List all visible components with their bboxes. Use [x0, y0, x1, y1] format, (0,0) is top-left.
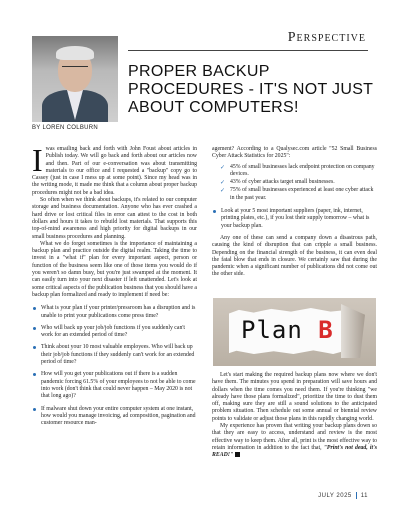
paragraph: Let's start making the required backup plans now where we don't have them. The minutes you spend in preparation will save hours and dollars when the time comes you need them. If you're thinking "we already have those plans formalized", prioritize the time to dust them off, making sure they are still a sound solutions to the anticipated problem situation. Then schedule out some annual or biennial review points to validate or adjust those plans in this rapidly changing world.: [212, 372, 377, 422]
list-item: Think about your 10 most valuable employees. Who will back up their job/job functions if they suddenly can't work for an extended period of time?: [32, 344, 197, 366]
plan-b-text: Plan B: [241, 316, 334, 344]
list-item: How will you get your publications out if there is a sudden pandemic forcing 61.5% of your employees to not be able to come into work (don't think that could never happen – May 2020 is not that long ago)?: [32, 371, 197, 400]
paragraph: My experience has proven that writing your backup plans down so that they are easy to access, understand and review is the most effective way to keep them. After all, print is the most effective way to retain information in addition to the fact that, "Print's not dead, it's READ!": [212, 423, 377, 459]
plan-b-image: [213, 298, 376, 366]
paragraph: So often when we think about backups, it's related to our computer storage and business documentation. Anyone who has ever crashed a hard drive or lost critical files in error can attest to the cost in both dollars and hours it takes to rebuild lost materials. That supports this top-of-mind awareness and high priority for digital backups in our small business procedures and planning.: [32, 197, 197, 240]
author-photo: [32, 36, 118, 122]
paragraph: Any one of these can send a company down a disastrous path, causing the kind of disruption that can cripple a small business. Depending on the financial strength of the business, it can even deal the fatal blow that ends in closure. We certainly saw that during the pandemic when a significant number of publications did not come out the other side.: [212, 234, 377, 278]
check-list: [220, 164, 377, 202]
right-column: [212, 146, 377, 279]
paragraph: agement? According to a Qualysec.com article "52 Small Business Cyber Attack Statistics for 2025":: [212, 146, 377, 160]
list-item: Look at your 5 most important suppliers (paper, ink, internet, printing plates, etc.), if you lost their supply tomorrow – what is your backup plan.: [212, 208, 377, 230]
bullet-list: [32, 305, 197, 427]
right-column-closing: [212, 372, 377, 460]
byline: BY LOREN COLBURN: [32, 125, 99, 131]
bullet-list: [212, 208, 377, 230]
closing-emphasis: "Print's not dead, it's READ!": [212, 444, 377, 459]
section-rule: [128, 50, 368, 51]
check-item: ✓ 45% of small businesses lack endpoint protection on company devices.: [220, 164, 377, 179]
list-item: If malware shut down your entire computer system at one instant, how would you manage invoicing, ad composition, pagination and customer resource man-: [32, 406, 197, 428]
end-mark: [235, 452, 240, 457]
check-item: ✓ 75% of small businesses experienced at least one cyber attack in the past year.: [220, 187, 377, 202]
page-footer: [318, 492, 368, 499]
list-item: Who will back up your job/job functions if you suddenly can't work for an extended period of time?: [32, 325, 197, 340]
check-item: ✓ 43% of cyber attacks target small businesses.: [220, 179, 377, 186]
dropcap: I: [32, 142, 43, 178]
section-label: Perspective: [287, 30, 366, 45]
list-item: What is your plan if your printer/pressroom has a disruption and is unable to print your publications come press time?: [32, 305, 197, 320]
article-title: PROPER BACKUP PROCEDURES - IT'S NOT JUST ABOUT COMPUTERS!: [128, 63, 373, 116]
paragraph: Iwas emailing back and forth with John Foust about articles in Publish today. We will go back and forth about our articles now and then. Part of our e-conversation was about transmitting materials to our office and I requested a "backup" copy go to Cassey (just in case I mess up at some point). Since my head was in the writing mode, it made me think that a column about proper backup procedures might not be a bad idea.: [32, 142, 197, 196]
paragraph: What we do forget sometimes is the importance of maintaining a backup plan and practice outside the digital realm. Taking the time to invest in a "what if" plan for every important aspect, person or function of the business seem like one of those items you would do if you weren't so damn busy, but you're just swamped at the moment. It can easily turn into your next disaster if left unattended. Let's look at some critical aspects of the publication business that you should have a backup plan formalized and ready to implement if need be:: [32, 240, 198, 298]
page-number: 11: [360, 493, 368, 499]
issue-date: JULY 2025: [318, 493, 352, 499]
left-column: [32, 142, 198, 432]
